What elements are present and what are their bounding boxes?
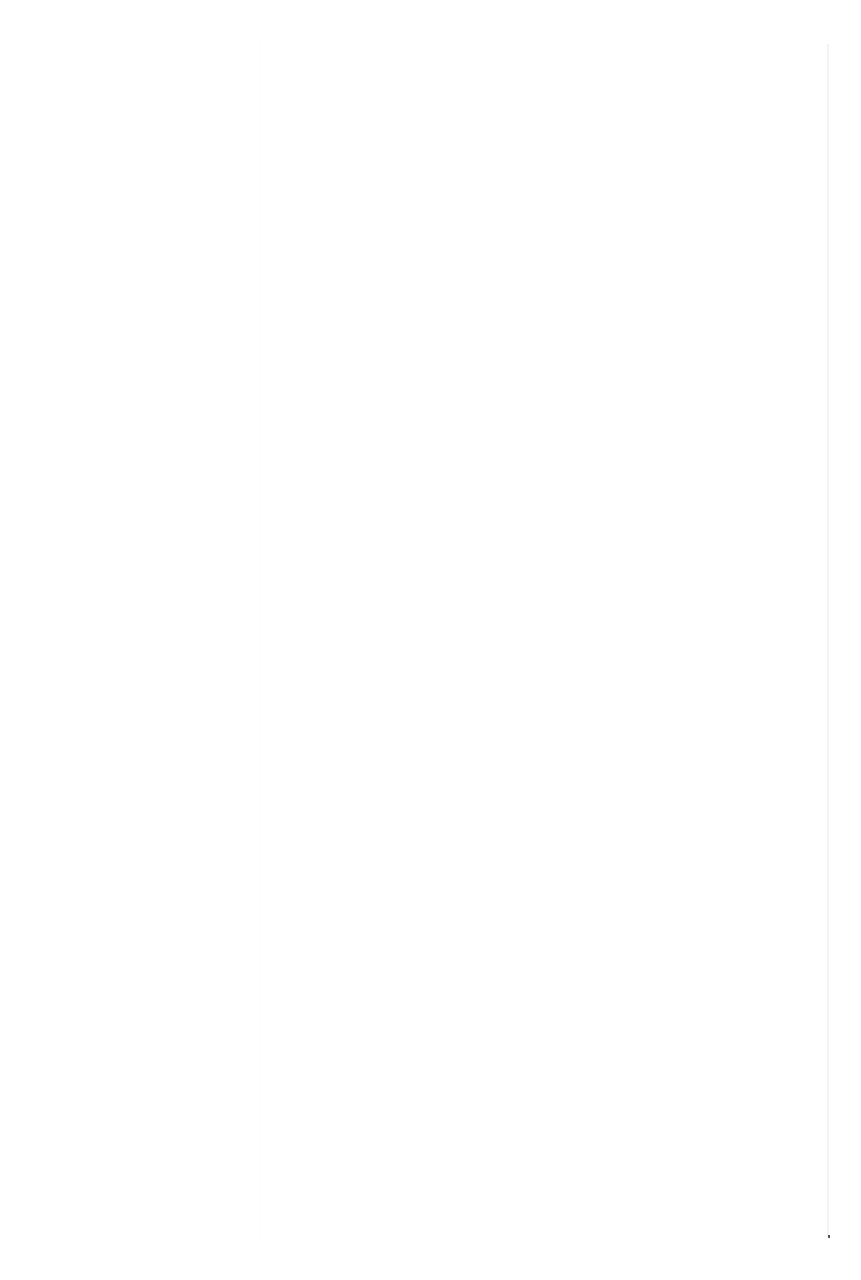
left-panel <box>0 0 260 1280</box>
main-content-area <box>261 0 827 1280</box>
scrollbar-end-marker <box>828 1235 830 1238</box>
vertical-scrollbar[interactable] <box>827 44 829 1237</box>
